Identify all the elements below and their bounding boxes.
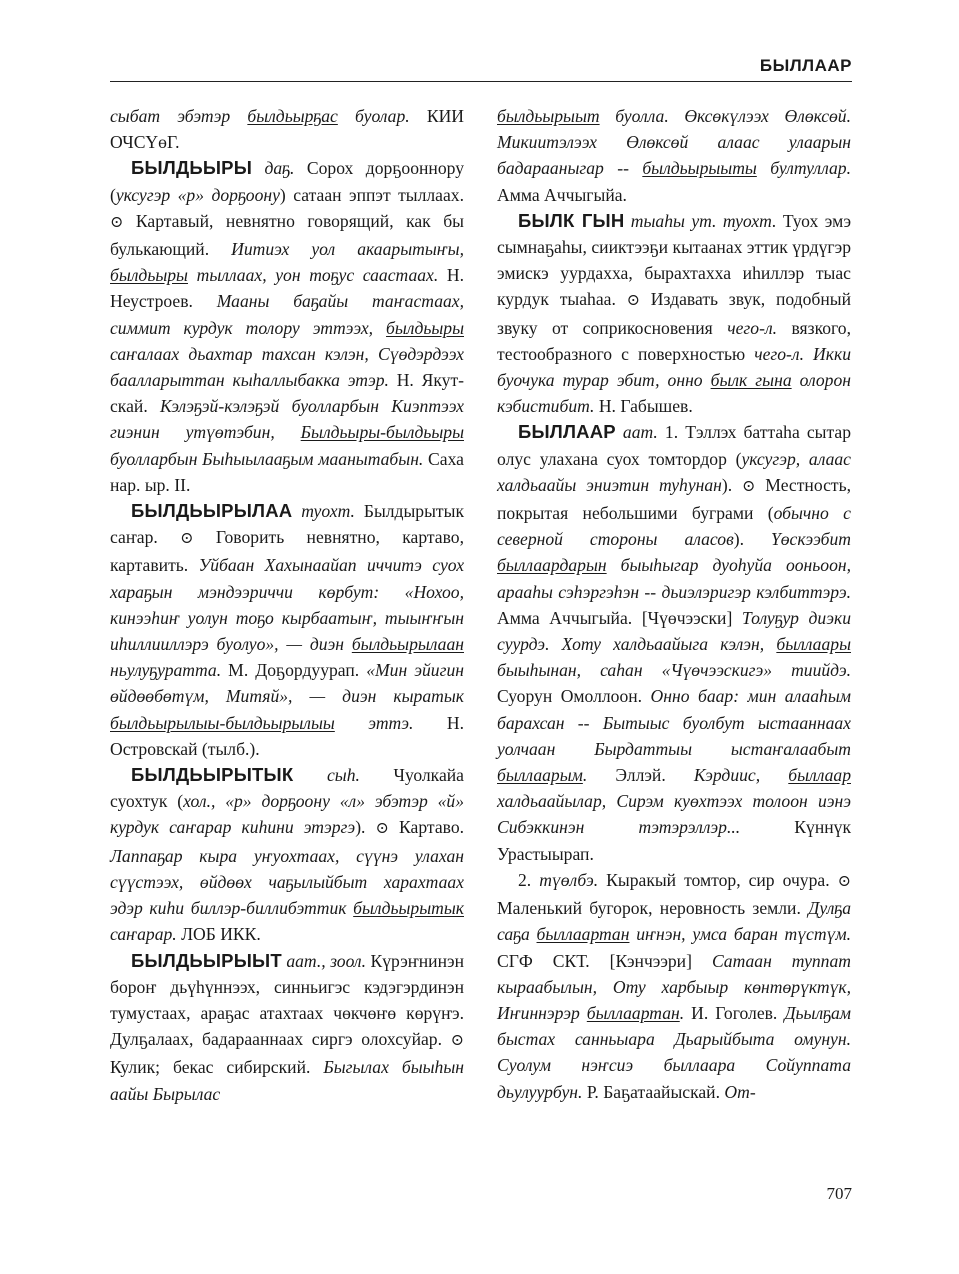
headword: БЫЛК ГЫН	[518, 209, 625, 231]
continuation-text: сыбат эбэтэр былдьырҕас буолар. КИИ ОЧСҮөГ.	[110, 106, 465, 153]
russian-marker-icon: ⊙	[837, 872, 851, 890]
headword: БЫЛДЬЫРЫЫТ	[131, 949, 282, 971]
russian-marker-icon: ⊙	[110, 213, 124, 231]
continuation-text: былдьырыыт буолла. Өксөкүлээх Өлөксөй. Микиитэлээх Өлөксөй алаас улаарын бадарааныгар -- былдьырыыты бултуллар. Амма Аччыгыйа.	[497, 106, 851, 205]
header-rule	[110, 81, 852, 82]
russian-marker-icon: ⊙	[375, 820, 389, 838]
entry-byllaar: БЫЛЛААР аат. 1. Тэллэх баттаһа сытар олус улахана суох томтордор (уксугэр, алаас халдьаайы эниэтин туһунан). ⊙ Местность, покрытая небольшими буграми (обычно с северной стороны аласов). Үөскээбит быллаардарын быыһыгар дуоһуйа ооньоон, арааһы сэһэргэһэн -- дьиэлэригэр кэлбиттэрэ. Амма Аччыгыйа. [Чүөчээски] Толуҕур диэки суурдэ. Хоту халдьаайыга кэлэн, быллаары быыһынан, саһан «Чүөчээскигэ» тиийдэ. Суорун Омоллоон. Онно баар: мин алааһым барахсан -- Бытыыс буолбут ыстааннаах уолчаан Бырдаттыы ыстаҥалаабыт быллаарым. Эллэй. Кэрдиис, быллаар халдьаайылар, Сирэм куөхтээх толоон иэнэ Сибэккинэн тэтэрэллэр... Күннүк Урастыырап.	[497, 421, 852, 864]
left-column	[110, 103, 464, 1107]
russian-marker-icon: ⊙	[450, 1032, 464, 1050]
entry-byldyrylaa: БЫЛДЬЫРЫЛАА туохт. Былдырытык саҥар. ⊙ Говорить невнятно, картаво, картавить. Уйбаан Хахынаайап иччитэ суох хараҕын мэндээриччи көрбут: «Нохоо, кинээһиҥ уолун тоҕо кырбаатыҥ, тыыҥҥын иһиллииллэрэ буолуо», — диэн былдьырылаан ньулуҕуратта. М. Доҕордуурап. «Мин эйигин өйдөөбөтүм, Митяй», — диэн кыратык былдьырылыы-былдьырылыы эттэ. Н. Островскай (тылб.).	[110, 500, 465, 759]
russian-marker-icon: ⊙	[180, 530, 194, 548]
headword: БЫЛДЬЫРЫ	[131, 157, 253, 179]
entry-byldyryyt: БЫЛДЬЫРЫЫТ аат., зоол. Күрэҥнинэн бороҥ дьүһүннээх, синньигэс кэдэгэрдинэн тумустаах, араҕас атахтаах чөкчөҥө көрүҥэ. Дулҕалаах, бадарааннаах сиргэ олохсуйар. ⊙ Кулик; бекас сибирский. Быгылах быыһын аайы Бырылас	[110, 949, 464, 1104]
headword: БЫЛЛААР	[518, 421, 616, 443]
page-number: 707	[826, 1184, 852, 1203]
entry-byllaar-sense-2: 2. түөлбэ. Кыракый томтор, сир очура. ⊙ Маленький бугорок, неровность земли. Дулҕа саҕа быллаартан иҥнэн, умса баран түстүм. СГФ СКТ. [Кэнчээри] Сатаан туппат кыраабылын, Оту харбыыр көнтөрүктүк, Иҥиннэрэр быллаартан. И. Гоголев. Дьылҕам быстах санньыара Дьарыйбыта омунун. Суолум нэҥсиэ быллаара Сойуппата дьулуурбун. Р. Баҕатаайыскай. От-	[497, 869, 851, 1102]
russian-marker-icon: ⊙	[626, 292, 641, 310]
entry-byldyry: БЫЛДЬЫРЫ даҕ. Сорох дорҕооннору (уксугэр «р» дорҕоону) сатаан эппэт тыллаах. ⊙ Картавый, невнятно говорящий, как бы булькающий. Иитиэх уол акаарытыҥы, былдьыры тыллаах, уон тоҕус саастаах. Н. Неустроев. Мааны баҕайы таҥастаах, симмит курдук толору эттээх, былдьыры саҥалаах дьахтар тахсан кэлэн, Сүөдэрдээх баалларыттан кыһаллыбакка этэр. Н. Якутскай. Кэлэҕэй-кэлэҕэй буолларбын Киэптээх гиэнин утүөтэбин, Былдьыры-былдьыры буолларбын Быһыылааҕым маанытабын. Саха нар. ыр. II.	[110, 157, 465, 495]
right-column	[497, 103, 851, 1105]
headword: БЫЛДЬЫРЫТЫК	[131, 764, 294, 786]
running-head: БЫЛЛААР	[759, 56, 852, 75]
headword: БЫЛДЬЫРЫЛАА	[131, 500, 293, 522]
russian-marker-icon: ⊙	[742, 477, 756, 495]
entry-bylk-gyn: БЫЛК ГЫН тыаһы ут. туохт. Туох эмэ сымнаҕаһы, сииктээҕи кытаанах эттик үрдүгэр эмискэ уурдахха, бырахтахха иһиллэр тыас курдук тыаһаа. ⊙ Издавать звук, подобный звуку от соприкосновения чего-л. вязкого, тестообразного с поверхностью чего-л. Икки буочука турар эбит, онно былк гына олорон кэбистибит. Н. Габышев.	[497, 209, 852, 417]
entry-byldyrytyk: БЫЛДЬЫРЫТЫК сыһ. Чуолкайа суохтук (хол., «р» дорҕоону «л» эбэтэр «й» курдук саҥарар киһини этэргэ). ⊙ Картаво. Лаппаҕар кыра уҥуохтаах, сүүнэ улахан сүүстээх, өйдөөх чаҕылыйбыт харахтаах эдэр киһи биллэр-биллибэттик былдьырытык саҥарар. ЛОБ ИКК.	[110, 764, 465, 945]
